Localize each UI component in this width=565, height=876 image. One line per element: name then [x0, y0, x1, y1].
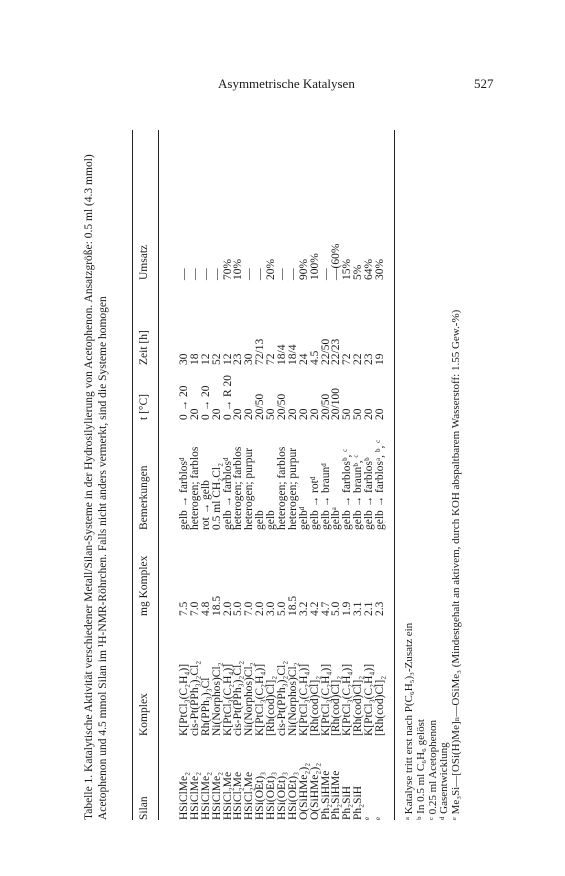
- cell-zeit: 23: [232, 353, 245, 365]
- table-row: [363, 130, 374, 820]
- cell-temperature: 0 → R 20: [221, 374, 234, 420]
- cell-mg-komplex: 7.5: [178, 601, 190, 616]
- cell-umsatz: —: [254, 268, 267, 280]
- cell-mg-komplex: 2.0: [221, 601, 234, 616]
- cell-bemerkungen: heterogen; farblos: [232, 446, 245, 530]
- cell-zeit: 52: [210, 353, 223, 365]
- cell-komplex: Rh(PPh₃)₃Cl: [199, 677, 212, 736]
- table-row: [287, 130, 298, 820]
- cell-umsatz: —: [286, 268, 299, 280]
- table-row: [243, 130, 254, 820]
- cell-komplex: K[PtCl₃(C₂H₄)]: [341, 663, 354, 736]
- cell-umsatz: —: [276, 268, 289, 280]
- cell-umsatz: —: [178, 268, 190, 280]
- cell-umsatz: 70%: [221, 258, 234, 280]
- cell-mg-komplex: 7.0: [243, 601, 256, 616]
- running-title: Asymmetrische Katalysen: [218, 76, 355, 91]
- cell-umsatz: —: [188, 268, 201, 280]
- cell-zeit: 18: [188, 353, 201, 365]
- cell-zeit: 22/50: [319, 338, 332, 365]
- cell-zeit: 24: [297, 353, 310, 365]
- cell-zeit: 12: [199, 353, 212, 365]
- cell-temperature: 20: [232, 408, 245, 420]
- table-row: [330, 130, 341, 820]
- cell-bemerkungen: gelbᵃ: [330, 507, 343, 530]
- cell-bemerkungen: heterogen; purpur: [243, 447, 256, 530]
- cell-silan: O(SiHMe₂)₂: [308, 762, 321, 820]
- cell-temperature: 20: [308, 408, 321, 420]
- cell-komplex: K[PtCl₃(C₂H₄)]: [178, 663, 190, 736]
- cell-zeit: 72: [265, 353, 278, 365]
- cell-umsatz: 10%: [232, 258, 245, 280]
- cell-mg-komplex: 2.0: [254, 601, 267, 616]
- table-row: [200, 130, 211, 820]
- table-row: [309, 130, 320, 820]
- cell-umsatz: 100%: [308, 253, 321, 280]
- cell-zeit: 12: [221, 353, 234, 365]
- cell-komplex: [Rh(cod)Cl]₂: [330, 675, 343, 736]
- header-rule: [158, 130, 159, 820]
- footnote: ᵉ Me₃Si—[OSi(H)Me]ₙ—OSiMe₃ (Mindestgehalt an aktivem, durch KOH abspaltbarem Wasserstoff: 1.55 Gew.-%): [450, 309, 463, 820]
- cell-umsatz: —: [199, 268, 212, 280]
- cell-silan: Ph₂SiH: [341, 785, 354, 820]
- header-temperature: t [°C]: [138, 394, 150, 420]
- cell-mg-komplex: 5.0: [330, 601, 343, 616]
- cell-temperature: 20: [188, 408, 201, 420]
- cell-komplex: [Rh(cod)Cl]₂: [352, 675, 365, 736]
- table-row: [178, 130, 189, 820]
- footnote: ᵇ In 0.5 ml C₆H₆ gelöst: [414, 719, 427, 820]
- table-row: [189, 130, 200, 820]
- cell-mg-komplex: 18.5: [286, 595, 299, 616]
- cell-temperature: 20: [363, 408, 376, 420]
- cell-umsatz: 15%: [341, 258, 354, 280]
- cell-temperature: 20: [297, 408, 310, 420]
- header-umsatz: Umsatz: [138, 244, 150, 280]
- cell-komplex: Ni(Norphos)Cl₂: [243, 662, 256, 736]
- cell-silan: ᵉ: [363, 817, 376, 820]
- cell-silan: HSi(OEt)₃: [276, 771, 289, 820]
- cell-bemerkungen: heterogen; farblos: [276, 446, 289, 530]
- cell-silan: HSiClMe₂: [210, 771, 223, 820]
- cell-silan: O(SiHMe₂)₂: [297, 762, 310, 820]
- cell-mg-komplex: 4.2: [308, 601, 321, 616]
- cell-temperature: 20/50: [276, 393, 289, 420]
- cell-zeit: 22: [352, 353, 365, 365]
- cell-komplex: [Rh(cod)Cl]₂: [308, 675, 321, 736]
- cell-mg-komplex: 3.0: [265, 601, 278, 616]
- cell-umsatz: 30%: [374, 258, 387, 280]
- cell-temperature: 20: [243, 408, 256, 420]
- cell-bemerkungen: gelb → farblosᵈ: [178, 457, 190, 530]
- table-row: [352, 130, 363, 820]
- cell-silan: Ph₂SiH: [352, 785, 365, 820]
- cell-mg-komplex: 4.7: [319, 601, 332, 616]
- header-bemerkungen: Bemerkungen: [138, 465, 150, 530]
- cell-bemerkungen: 0.5 ml CH₂Cl₂: [210, 462, 223, 530]
- cell-bemerkungen: gelbᵈ: [297, 506, 310, 530]
- cell-mg-komplex: 18.5: [210, 595, 223, 616]
- cell-komplex: Ni(Norphos)Cl₂: [210, 662, 223, 736]
- bottom-rule: [394, 130, 395, 820]
- cell-mg-komplex: 4.8: [199, 601, 212, 616]
- top-rule: [132, 130, 133, 820]
- cell-temperature: 20: [286, 408, 299, 420]
- cell-bemerkungen: heterogen; farblos: [188, 446, 201, 530]
- cell-mg-komplex: 2.3: [374, 601, 387, 616]
- cell-komplex: cis-Pt(PPh₃)₂Cl₂: [276, 660, 289, 736]
- header-komplex: Komplex: [138, 693, 150, 736]
- table-row: [276, 130, 287, 820]
- cell-bemerkungen: gelb: [254, 510, 267, 530]
- cell-silan: HSi(OEt)₃: [254, 771, 267, 820]
- cell-zeit: 19: [374, 353, 387, 365]
- table-header-row: [138, 130, 154, 820]
- cell-silan: HSiCl₂Me: [243, 771, 256, 820]
- cell-komplex: Ni(Norphos)Cl₂: [286, 662, 299, 736]
- cell-komplex: K[PtCl₃(C₂H₄)]: [297, 663, 310, 736]
- cell-komplex: cis-Pt(PPh₃)₂Cl₂: [188, 660, 201, 736]
- cell-silan: HSi(OEt)₃: [265, 771, 278, 820]
- cell-bemerkungen: rot → gelb: [199, 480, 212, 530]
- cell-temperature: 20/50: [319, 393, 332, 420]
- cell-umsatz: —: [243, 268, 256, 280]
- cell-silan: Ph₂SiHMe: [330, 770, 343, 820]
- cell-umsatz: 90%: [297, 258, 310, 280]
- cell-mg-komplex: 7.0: [188, 601, 201, 616]
- cell-temperature: 50: [352, 408, 365, 420]
- cell-komplex: cis-Pt(PPh₃)₂Cl₂: [232, 660, 245, 736]
- cell-umsatz: 64%: [363, 258, 376, 280]
- cell-temperature: 20/100: [330, 388, 343, 420]
- cell-bemerkungen: gelb → farblosᵇ: [363, 457, 376, 530]
- cell-temperature: 0 → 20: [178, 385, 190, 420]
- cell-silan: HSiCl₂Me: [232, 771, 245, 820]
- cell-bemerkungen: gelb → farblosᵈ: [221, 457, 234, 530]
- cell-bemerkungen: gelb → farblosᵇ, ᶜ: [341, 448, 354, 530]
- cell-komplex: K[PtCl₃(C₂H₄)]: [319, 663, 332, 736]
- cell-mg-komplex: 5.0: [276, 601, 289, 616]
- cell-umsatz: —(60%: [330, 243, 343, 280]
- header-zeit: Zeit [h]: [138, 330, 150, 365]
- cell-temperature: 0 → 20: [199, 385, 212, 420]
- cell-umsatz: —: [210, 268, 223, 280]
- cell-zeit: 30: [243, 353, 256, 365]
- page-number: 527: [474, 76, 494, 91]
- cell-bemerkungen: heterogen; purpur: [286, 447, 299, 530]
- page-header: [0, 76, 565, 96]
- cell-temperature: 20/50: [254, 393, 267, 420]
- table-row: [232, 130, 243, 820]
- cell-temperature: 20: [374, 408, 387, 420]
- cell-umsatz: 20%: [265, 258, 278, 280]
- cell-bemerkungen: gelb → braunᵈ: [319, 463, 332, 530]
- header-mg-komplex: mg Komplex: [138, 555, 150, 616]
- cell-bemerkungen: gelb → rotᵈ: [308, 476, 321, 530]
- cell-komplex: K[PtCl₃(C₂H₄)]: [221, 663, 234, 736]
- cell-bemerkungen: gelb: [265, 510, 278, 530]
- cell-zeit: 18/4: [286, 344, 299, 365]
- cell-komplex: K[PtCl₃(C₂H₄)]: [254, 663, 267, 736]
- cell-bemerkungen: gelb → braunᵇ, ᶜ: [352, 454, 365, 530]
- cell-mg-komplex: 3.1: [352, 601, 365, 616]
- cell-zeit: 72/13: [254, 338, 267, 365]
- rotated-table-block: [82, 126, 463, 820]
- footnote: ᵈ Gasentwicklung: [438, 742, 451, 820]
- cell-umsatz: —: [319, 268, 332, 280]
- footnote: ᶜ 0.25 ml Acetophenon: [426, 720, 439, 820]
- cell-temperature: 50: [341, 408, 354, 420]
- table-row: [222, 130, 233, 820]
- footnote: ᵃ Katalyse tritt erst nach P(C₆H₅)₃-Zusatz ein: [403, 622, 415, 820]
- cell-silan: HSiClMe₂: [199, 771, 212, 820]
- cell-mg-komplex: 3.2: [297, 601, 310, 616]
- table-caption: Tabelle 1. Katalytische Aktivität verschiedener Metall/Silan-Systeme in der Hydrosilylierung von Acetophenon. Ansatzgröße: 0.5 ml (4.3 mmol) Acetophenon und 4.5 mmol Silan im ¹H-NMR-Röhrchen. Falls nicht anders vermerkt, sind die Systeme homogen: [83, 154, 109, 820]
- table-body: [178, 130, 385, 820]
- cell-zeit: 30: [178, 353, 190, 365]
- cell-komplex: [Rh(cod)Cl]₂: [265, 675, 278, 736]
- cell-silan: HSiClMe₂: [178, 771, 190, 820]
- header-silan: Silan: [138, 796, 150, 820]
- cell-komplex: K[PtCl₃(C₂H₄)]: [363, 663, 376, 736]
- cell-temperature: 20: [210, 408, 223, 420]
- table-row: [265, 130, 276, 820]
- cell-komplex: [Rh(cod)Cl]₂: [374, 675, 387, 736]
- table-row: [374, 130, 385, 820]
- cell-mg-komplex: 1.9: [341, 601, 354, 616]
- cell-umsatz: 5%: [352, 264, 365, 280]
- table-row: [254, 130, 265, 820]
- cell-zeit: 22/23: [330, 338, 343, 365]
- table-row: [211, 130, 222, 820]
- cell-zeit: 18/4: [276, 344, 289, 365]
- cell-silan: HSi(OEt)₃: [286, 771, 299, 820]
- cell-mg-komplex: 2.1: [363, 601, 376, 616]
- cell-silan: Ph₂SiHMe: [319, 770, 332, 820]
- table-row: [298, 130, 309, 820]
- footnotes: [404, 126, 463, 820]
- cell-silan: HSiCl₂Me: [221, 771, 234, 820]
- cell-zeit: 72: [341, 353, 354, 365]
- cell-temperature: 50: [265, 408, 278, 420]
- cell-silan: ᵉ: [374, 817, 387, 820]
- cell-mg-komplex: 5.0: [232, 601, 245, 616]
- table-row: [341, 130, 352, 820]
- cell-bemerkungen: gelb → farblosᵃ, ᵇ, ᶜ: [374, 439, 387, 530]
- table-row: [320, 130, 331, 820]
- cell-silan: HSiClMe₂: [188, 771, 201, 820]
- cell-zeit: 23: [363, 353, 376, 365]
- cell-zeit: 4.5: [308, 350, 321, 365]
